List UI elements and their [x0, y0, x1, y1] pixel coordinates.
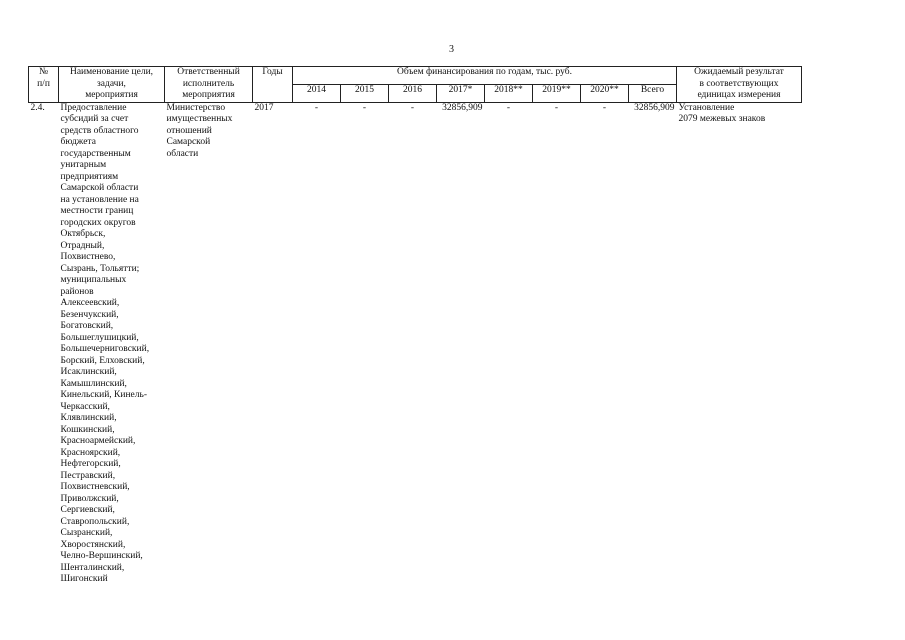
header-year-2016: 2016	[389, 84, 437, 102]
header-year-2014: 2014	[293, 84, 341, 102]
row-number: 2.4.	[30, 102, 45, 113]
header-funding-group: Объем финансирования по годам, тыс. руб.	[293, 67, 677, 85]
row-value-2014: -	[314, 102, 319, 113]
table-row	[29, 102, 802, 586]
row-value-2017: 32856,909	[442, 102, 483, 113]
row-value-2015: -	[362, 102, 367, 113]
header-year-2020: 2020**	[581, 84, 629, 102]
funding-table	[28, 66, 802, 586]
header-year-2015: 2015	[341, 84, 389, 102]
header-result: Ожидаемый результат в соответствующих единицах измерения	[677, 67, 802, 103]
header-executor: Ответственный исполнитель мероприятия	[165, 67, 253, 103]
header-year-2018: 2018**	[485, 84, 533, 102]
row-total: 32856,909	[634, 102, 675, 113]
row-value-2019: -	[554, 102, 559, 113]
header-years: Годы	[253, 67, 293, 103]
header-year-2017: 2017*	[437, 84, 485, 102]
header-no: № п/п	[29, 67, 59, 103]
row-value-2018: -	[506, 102, 511, 113]
page-number: 3	[449, 44, 454, 55]
row-executor: Министерство имущественных отношений Самарской области	[166, 102, 233, 159]
row-name: Предоставление субсидий за счет средств областного бюджета государственным унитарным предприятиям Самарской области на установление на местности границ городских округов Октябрьск, Отрадный, Похвистнево, Сызрань, Тольятти; муниципальных районов Алексеевский, Безенчукский, Богатовский, Большеглушицкий, Большечерниговский, Борский, Елховский, Исаклинский, Камышлинский, Кинельский, Кинель- Черкасский, Клявлинский, Кошкинский, Красноармейский, Красноярский, Нефтегорский, Пестравский, Похвистневский, Приволжский, Сергиевский, Ставропольский, Сызранский, Хворостянский, Челно-Вершинский, Шенталинский, Шигонский	[60, 102, 150, 584]
row-year: 2017	[254, 102, 274, 113]
header-total: Всего	[629, 84, 677, 102]
header-year-2019: 2019**	[533, 84, 581, 102]
header-row	[29, 67, 802, 85]
header-name: Наименование цели, задачи, мероприятия	[59, 67, 165, 103]
row-result: Установление 2079 межевых знаков	[678, 102, 766, 124]
row-value-2016: -	[410, 102, 415, 113]
row-value-2020: -	[602, 102, 607, 113]
